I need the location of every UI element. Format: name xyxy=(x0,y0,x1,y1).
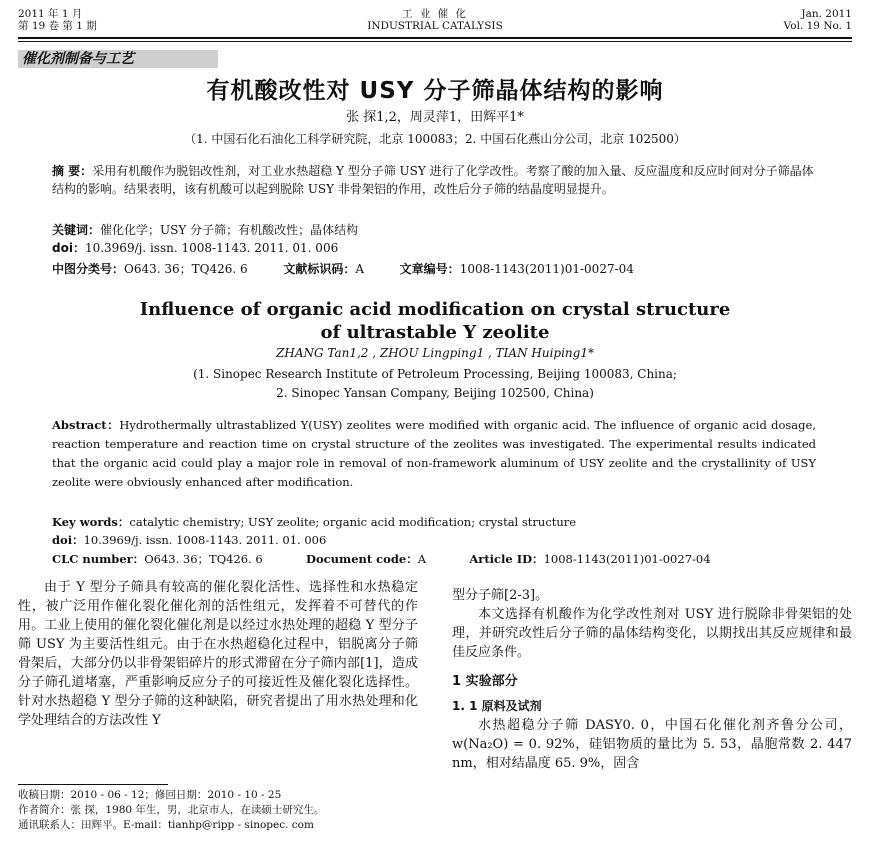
abstract-english xyxy=(52,416,816,492)
doc-code-en-value: A xyxy=(417,552,427,566)
title-english-line1: Influence of organic acid modification on crystal structure xyxy=(139,299,731,320)
header-right-line1: Jan. 2011 xyxy=(801,8,852,20)
section-heading-1-1: 1. 1 原料及试剂 xyxy=(452,699,542,713)
header-left-line1: 2011 年 1 月 xyxy=(18,8,83,20)
body-right-paragraph-3: 水热超稳分子筛 DASY0. 0，中国石化催化剂齐鲁分公司，w(Na₂O) = 0. 92%，硅铝物质的量比为 5. 53，晶胞常数 2. 447 nm，相对结晶度 65. 9%，固含 xyxy=(452,718,852,771)
abstract-cn-text: 采用有机酸作为脱铝改性剂，对工业水热超稳 Y 型分子筛 USY 进行了化学改性。考察了酸的加入量、反应温度和反应时间对分子筛晶体结构的影响。结果表明，该有机酸可以起到脱除 USY 非骨架铝的作用，改性后分子筛的结晶度明显提升。 xyxy=(52,164,814,196)
body-right-column xyxy=(452,586,852,773)
doi-en-label: doi： xyxy=(52,533,84,547)
header-issue xyxy=(784,8,852,32)
doc-code-cn-label: 文献标识码： xyxy=(283,262,356,276)
doc-code-cn-value: A xyxy=(355,262,365,276)
affiliation-english-line1: (1. Sinopec Research Institute of Petroleum Processing, Beijing 100083, China; xyxy=(193,367,677,381)
authors-english: ZHANG Tan1,2 , ZHOU Lingping1 , TIAN Huiping1* xyxy=(276,346,594,360)
abstract-cn-label: 摘 要： xyxy=(52,164,93,178)
doi-chinese xyxy=(52,240,338,256)
doi-english xyxy=(52,532,326,548)
article-id-en-label: Article ID： xyxy=(469,552,544,566)
keywords-en-label: Key words： xyxy=(52,515,130,529)
section-tag: 催化剂制备与工艺 xyxy=(18,50,218,68)
affiliation-english-line2: 2. Sinopec Yansan Company, Beijing 102500, China) xyxy=(276,386,594,400)
footnote-received: 收稿日期：2010 - 06 - 12；修回日期：2010 - 10 - 25 xyxy=(18,789,282,801)
body-left-column: 由于 Y 型分子筛具有较高的催化裂化活性、选择性和水热稳定性，被广泛用作催化裂化催化剂的活性组元，发挥着不可替代的作用。工业上使用的催化裂化催化剂是以经过水热处理的超稳 Y 型分子筛 USY 为主要活性组元。由于在水热超稳化过程中，铝脱离分子筛骨架后，大部分仍以非骨架铝碎片的形式滞留在分子筛内部[1]，造成分子筛孔道堵塞，严重影响反应分子的可接近性及催化裂化选择性。针对水热超稳 Y 型分子筛的这种缺陷，研究者提出了用水热处理和化学处理结合的方法改性 Y xyxy=(18,580,418,728)
running-header xyxy=(18,8,852,36)
header-rule-thin xyxy=(18,41,852,42)
header-right-line2: Vol. 19 No. 1 xyxy=(783,20,852,32)
keywords-en-text: catalytic chemistry; USY zeolite; organic acid modification; crystal structure xyxy=(129,515,577,529)
header-journal-name xyxy=(18,8,852,32)
doi-cn-value[interactable]: 10.3969/j. issn. 1008-1143. 2011. 01. 006 xyxy=(84,241,339,255)
article-no-cn-label: 文章编号： xyxy=(399,262,460,276)
body-right-paragraph-1: 型分子筛[2-3]。 xyxy=(452,588,549,603)
doi-cn-label: doi： xyxy=(52,241,85,255)
footnote-contact: 通讯联系人：田辉平。E-mail：tianhp@ripp - sinopec. com xyxy=(18,819,314,831)
classification-chinese xyxy=(52,261,634,277)
body-right-paragraph-2: 本文选择有机酸作为化学改性剂对 USY 进行脱除非骨架铝的处理，并研究改性后分子筛的晶体结构变化，以期找出其反应规律和最佳反应条件。 xyxy=(452,607,852,660)
clc-english xyxy=(52,551,711,567)
footnote-rule xyxy=(18,784,168,785)
keywords-cn-text: 催化化学；USY 分子筛；有机酸改性；晶体结构 xyxy=(100,223,359,237)
abstract-chinese xyxy=(52,162,816,198)
abstract-en-text: Hydrothermally ultrastablized Y(USY) zeolites were modified with organic acid. The influence of organic acid dosage, reaction temperature and reaction time on crystal structure of the zeolites was investigated. The experimental results indicated that the organic acid could play a major role in removal of non-framework aluminum of USY zeolite and the crystallinity of USY zeolite were obviously enhanced after modification. xyxy=(52,418,816,489)
header-journal-en: INDUSTRIAL CATALYSIS xyxy=(367,20,503,32)
clc-en-label: CLC number： xyxy=(52,552,145,566)
clc-en-value: O643. 36；TQ426. 6 xyxy=(144,552,263,566)
authors-chinese: 张 探1,2，周灵萍1，田辉平1* xyxy=(346,110,524,125)
title-english-line2: of ultrastable Y zeolite xyxy=(320,322,550,343)
header-left-line2: 第 19 卷 第 1 期 xyxy=(18,20,97,32)
abstract-en-label: Abstract： xyxy=(52,418,120,432)
clc-cn-value: O643. 36；TQ426. 6 xyxy=(124,262,248,276)
article-id-en-value: 1008-1143(2011)01-0027-04 xyxy=(543,552,711,566)
affiliation-chinese: （1. 中国石化石油化工科学研究院，北京 100083；2. 中国石化燕山分公司，北京 102500） xyxy=(184,132,686,146)
doi-en-value[interactable]: 10.3969/j. issn. 1008-1143. 2011. 01. 006 xyxy=(83,533,327,547)
footnote-author-bio: 作者简介：张 探，1980 年生，男，北京市人，在读硕士研究生。 xyxy=(18,804,325,816)
keywords-english xyxy=(52,514,576,530)
doc-code-en-label: Document code： xyxy=(306,552,418,566)
clc-cn-label: 中图分类号： xyxy=(52,262,125,276)
header-rule xyxy=(18,37,852,39)
header-journal-cn: 工 业 催 化 xyxy=(401,8,468,20)
section-heading-1: 1 实验部分 xyxy=(452,674,518,689)
article-no-cn-value: 1008-1143(2011)01-0027-04 xyxy=(459,262,634,276)
keywords-chinese xyxy=(52,222,358,238)
footnotes xyxy=(18,788,324,833)
title-chinese: 有机酸改性对 USY 分子筛晶体结构的影响 xyxy=(206,78,664,104)
keywords-cn-label: 关键词： xyxy=(52,223,101,237)
